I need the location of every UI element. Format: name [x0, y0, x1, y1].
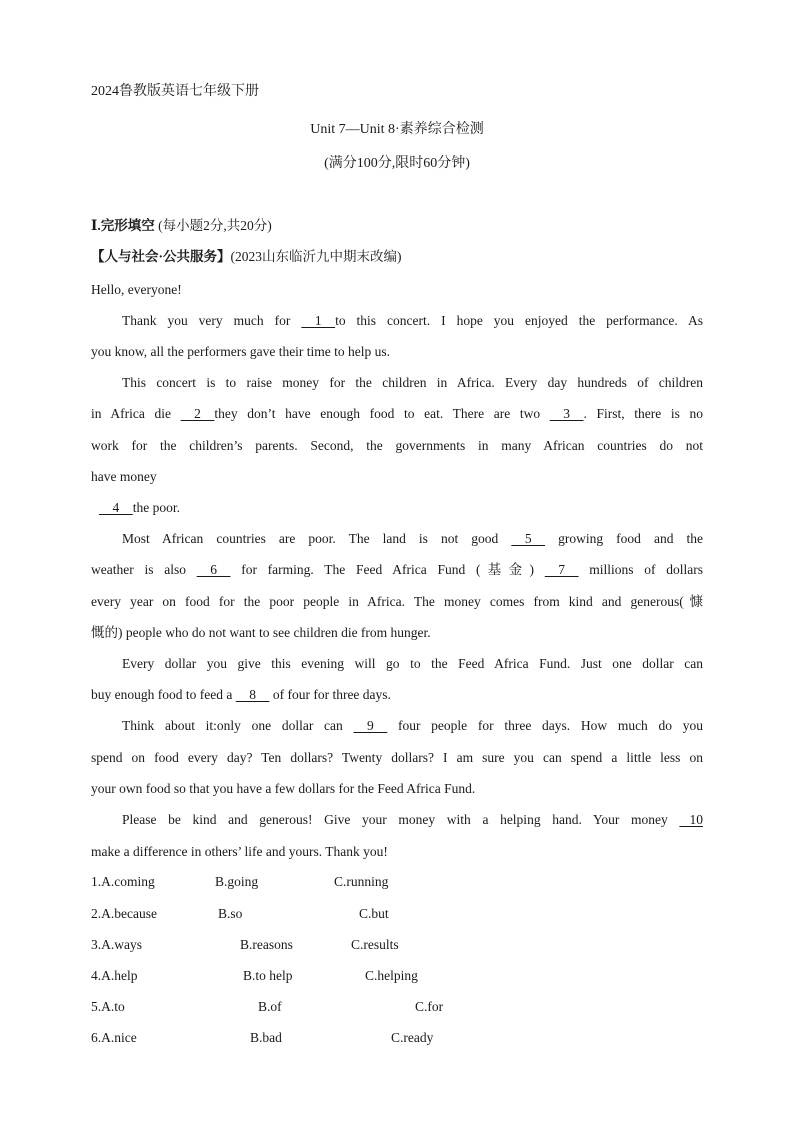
- passage-line: you know, all the performers gave their time to help us.: [91, 344, 391, 359]
- option-b[interactable]: B.of: [258, 999, 282, 1014]
- passage-line: 慨的) people who do not want to see children die from hunger.: [91, 625, 431, 640]
- option-c[interactable]: C.ready: [391, 1030, 434, 1045]
- blank-3[interactable]: 3: [549, 406, 584, 421]
- text-run: Thank you very much for: [122, 313, 302, 328]
- passage-line: [91, 406, 703, 422]
- option-c[interactable]: C.helping: [365, 968, 418, 983]
- text-run: Most African countries are poor. The land is not good: [122, 531, 512, 546]
- option-a[interactable]: 3.A.ways: [91, 937, 142, 952]
- page-title: Unit 7—Unit 8·素养综合检测: [310, 122, 484, 137]
- text-run: millions of dollars: [578, 562, 703, 577]
- option-a[interactable]: 1.A.coming: [91, 874, 155, 889]
- blank-10[interactable]: 10: [679, 812, 703, 827]
- blank-6[interactable]: 6: [196, 562, 231, 577]
- text-run: of four for three days.: [269, 687, 391, 702]
- blank-1[interactable]: 1: [301, 313, 336, 328]
- book-title: 2024鲁教版英语七年级下册: [91, 84, 259, 99]
- page-subtitle: (满分100分,限时60分钟): [324, 156, 470, 171]
- passage-line: [122, 812, 703, 828]
- text-run: they don’t have enough food to eat. There are two: [214, 406, 550, 421]
- passage-line: [122, 718, 703, 734]
- greeting: Hello, everyone!: [91, 282, 182, 297]
- option-c[interactable]: C.results: [351, 937, 399, 952]
- option-a[interactable]: 6.A.nice: [91, 1030, 137, 1045]
- option-b[interactable]: B.so: [218, 906, 243, 921]
- text-run: Please be kind and generous! Give your money with a helping hand. Your money: [122, 812, 680, 827]
- passage-line: every year on food for the poor people in Africa. The money comes from kind and generous(慷: [91, 594, 703, 609]
- passage-line: This concert is to raise money for the children in Africa. Every day hundreds of children: [122, 375, 703, 390]
- option-b[interactable]: B.to help: [243, 968, 293, 983]
- text-run: to this concert. I hope you enjoyed the performance. As: [335, 313, 703, 328]
- section-points: (每小题2分,共20分): [158, 218, 272, 233]
- option-b[interactable]: B.reasons: [240, 937, 293, 952]
- blank-5[interactable]: 5: [511, 531, 546, 546]
- section-heading: Ⅰ.完形填空: [91, 218, 155, 233]
- text-run: growing food and the: [545, 531, 703, 546]
- blank-2[interactable]: 2: [180, 406, 215, 421]
- text-run: four people for three days. How much do you: [387, 718, 703, 733]
- option-b[interactable]: B.going: [215, 874, 259, 889]
- passage-line: Every dollar you give this evening will go to the Feed Africa Fund. Just one dollar can: [122, 656, 703, 671]
- passage-line: have money: [91, 469, 157, 484]
- option-c[interactable]: C.for: [415, 999, 444, 1014]
- section-topic: 【人与社会·公共服务】: [91, 249, 231, 264]
- section-source: (2023山东临沂九中期末改编): [230, 249, 402, 264]
- passage-line: [91, 562, 703, 578]
- text-run: buy enough food to feed a: [91, 687, 236, 702]
- passage-line: [99, 500, 711, 516]
- blank-9[interactable]: 9: [353, 718, 388, 733]
- text-run: the poor.: [132, 500, 180, 515]
- text-run: for farming. The Feed Africa Fund (基金): [230, 562, 545, 577]
- text-run: . First, there is no: [583, 406, 703, 421]
- text-run: in Africa die: [91, 406, 181, 421]
- blank-7[interactable]: 7: [544, 562, 579, 577]
- text-run: weather is also: [91, 562, 197, 577]
- passage-line: your own food so that you have a few dollars for the Feed Africa Fund.: [91, 781, 476, 796]
- blank-8[interactable]: 8: [235, 687, 270, 702]
- option-c[interactable]: C.but: [359, 906, 389, 921]
- text-run: Think about it:only one dollar can: [122, 718, 354, 733]
- passage-line: [122, 313, 703, 329]
- passage-line: make a difference in others’ life and yours. Thank you!: [91, 844, 388, 859]
- section-heading-line: [91, 218, 703, 234]
- option-a[interactable]: 4.A.help: [91, 968, 138, 983]
- passage-line: [91, 687, 703, 703]
- passage-line: [122, 531, 703, 547]
- passage-line: spend on food every day? Ten dollars? Twenty dollars? I am sure you can spend a little less on: [91, 750, 703, 765]
- option-a[interactable]: 5.A.to: [91, 999, 125, 1014]
- option-c[interactable]: C.running: [334, 874, 389, 889]
- option-b[interactable]: B.bad: [250, 1030, 282, 1045]
- passage-line: work for the children’s parents. Second, the governments in many African countries do not: [91, 438, 703, 453]
- blank-4[interactable]: 4: [99, 500, 133, 515]
- section-topic-line: [91, 249, 703, 265]
- option-a[interactable]: 2.A.because: [91, 906, 157, 921]
